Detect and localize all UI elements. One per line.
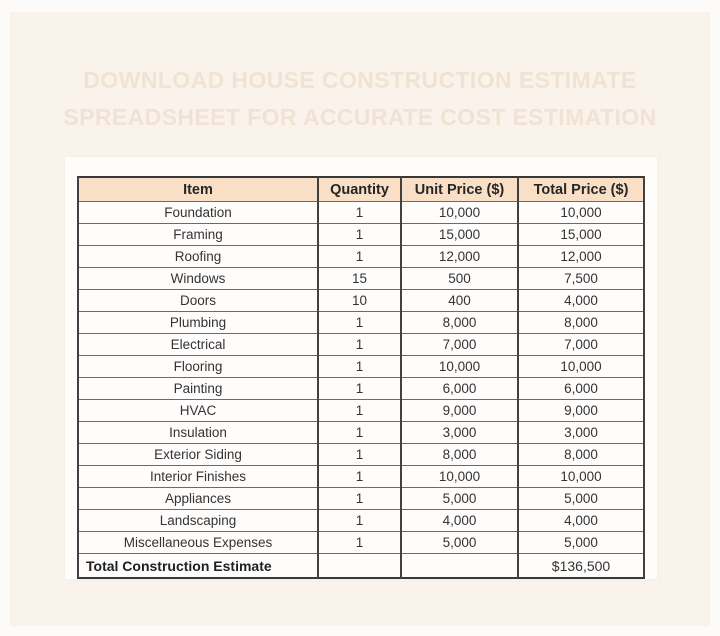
total-price-cell: 8,000 [518, 444, 644, 466]
table-row [78, 268, 644, 290]
item-cell: Windows [78, 268, 318, 290]
unit-price-cell: 12,000 [401, 246, 518, 268]
unit-price-cell: 15,000 [401, 224, 518, 246]
unit-price-cell: 7,000 [401, 334, 518, 356]
unit-price-cell: 3,000 [401, 422, 518, 444]
page-title-line1: DOWNLOAD HOUSE CONSTRUCTION ESTIMATE [83, 67, 637, 93]
item-cell: Framing [78, 224, 318, 246]
page-title [0, 62, 720, 136]
table-row [78, 510, 644, 532]
total-price-cell: 3,000 [518, 422, 644, 444]
item-cell: Foundation [78, 202, 318, 224]
total-label-cell: Total Construction Estimate [78, 554, 318, 579]
total-price-cell: 15,000 [518, 224, 644, 246]
quantity-cell: 1 [318, 312, 401, 334]
total-price-cell: 10,000 [518, 356, 644, 378]
page-title-line2: SPREADSHEET FOR ACCURATE COST ESTIMATION [63, 104, 657, 130]
total-price-cell: 5,000 [518, 532, 644, 554]
table-row [78, 488, 644, 510]
item-cell: Plumbing [78, 312, 318, 334]
item-cell: Painting [78, 378, 318, 400]
unit-price-cell: 400 [401, 290, 518, 312]
item-cell: Exterior Siding [78, 444, 318, 466]
unit-price-cell: 9,000 [401, 400, 518, 422]
quantity-cell: 1 [318, 444, 401, 466]
quantity-cell: 1 [318, 356, 401, 378]
table-row [78, 334, 644, 356]
item-cell: Interior Finishes [78, 466, 318, 488]
quantity-cell: 1 [318, 224, 401, 246]
item-cell: Doors [78, 290, 318, 312]
item-cell: Insulation [78, 422, 318, 444]
item-cell: HVAC [78, 400, 318, 422]
quantity-cell: 1 [318, 532, 401, 554]
unit-price-cell: 6,000 [401, 378, 518, 400]
total-unit-price-cell [401, 554, 518, 579]
table-row [78, 312, 644, 334]
table-row [78, 290, 644, 312]
total-price-cell: 7,500 [518, 268, 644, 290]
table-row [78, 400, 644, 422]
unit-price-cell: 5,000 [401, 532, 518, 554]
table-row [78, 246, 644, 268]
table-row [78, 378, 644, 400]
spreadsheet-card [65, 157, 657, 579]
quantity-cell: 1 [318, 422, 401, 444]
total-price-cell: 5,000 [518, 488, 644, 510]
item-cell: Electrical [78, 334, 318, 356]
quantity-cell: 1 [318, 488, 401, 510]
quantity-cell: 1 [318, 510, 401, 532]
quantity-cell: 15 [318, 268, 401, 290]
unit-price-cell: 10,000 [401, 466, 518, 488]
item-cell: Flooring [78, 356, 318, 378]
header-item: Item [78, 177, 318, 202]
table-row [78, 444, 644, 466]
unit-price-cell: 10,000 [401, 202, 518, 224]
total-row [78, 554, 644, 579]
total-quantity-cell [318, 554, 401, 579]
item-cell: Landscaping [78, 510, 318, 532]
total-price-cell: 4,000 [518, 290, 644, 312]
header-unit-price: Unit Price ($) [401, 177, 518, 202]
table-row [78, 532, 644, 554]
quantity-cell: 1 [318, 400, 401, 422]
quantity-cell: 1 [318, 378, 401, 400]
table-row [78, 356, 644, 378]
unit-price-cell: 10,000 [401, 356, 518, 378]
quantity-cell: 10 [318, 290, 401, 312]
quantity-cell: 1 [318, 246, 401, 268]
total-price-cell: 4,000 [518, 510, 644, 532]
table-body [78, 202, 644, 554]
unit-price-cell: 5,000 [401, 488, 518, 510]
table-row [78, 466, 644, 488]
quantity-cell: 1 [318, 466, 401, 488]
total-price-cell: 7,000 [518, 334, 644, 356]
total-price-cell: 6,000 [518, 378, 644, 400]
total-price-cell: 12,000 [518, 246, 644, 268]
header-total-price: Total Price ($) [518, 177, 644, 202]
estimate-table [77, 176, 645, 579]
item-cell: Appliances [78, 488, 318, 510]
item-cell: Roofing [78, 246, 318, 268]
quantity-cell: 1 [318, 334, 401, 356]
unit-price-cell: 500 [401, 268, 518, 290]
total-price-cell: 9,000 [518, 400, 644, 422]
total-price-cell: 8,000 [518, 312, 644, 334]
unit-price-cell: 8,000 [401, 312, 518, 334]
total-price-cell: 10,000 [518, 202, 644, 224]
header-quantity: Quantity [318, 177, 401, 202]
item-cell: Miscellaneous Expenses [78, 532, 318, 554]
unit-price-cell: 4,000 [401, 510, 518, 532]
table-row [78, 422, 644, 444]
table-row [78, 224, 644, 246]
unit-price-cell: 8,000 [401, 444, 518, 466]
header-row [78, 177, 644, 202]
total-value-cell: $136,500 [518, 554, 644, 579]
table-row [78, 202, 644, 224]
quantity-cell: 1 [318, 202, 401, 224]
total-price-cell: 10,000 [518, 466, 644, 488]
